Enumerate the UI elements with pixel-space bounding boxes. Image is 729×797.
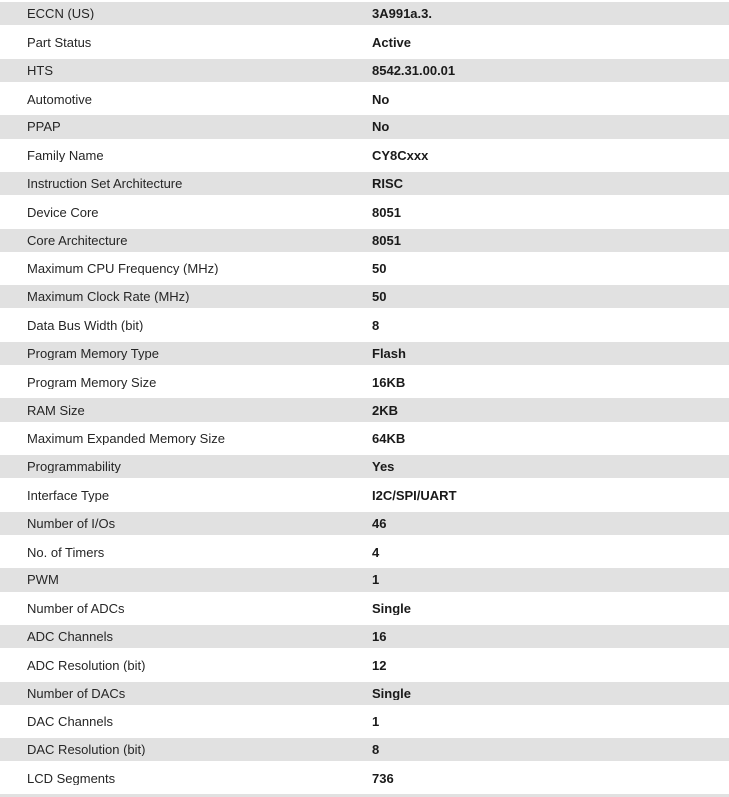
spec-row [0, 764, 729, 792]
spec-row [0, 142, 729, 170]
spec-value: CY8Cxxx [372, 149, 429, 163]
spec-row [0, 368, 729, 396]
spec-value: No [372, 120, 390, 134]
spec-value: 2KB [372, 403, 399, 417]
spec-label: PPAP [27, 120, 61, 134]
spec-label: Number of ADCs [27, 602, 125, 616]
spec-value: 4 [372, 545, 380, 559]
spec-row [0, 0, 729, 28]
spec-value: 16KB [372, 375, 406, 389]
spec-row [0, 595, 729, 623]
spec-row [0, 510, 729, 538]
spec-label: Number of I/Os [27, 516, 116, 530]
spec-label: ECCN (US) [27, 7, 95, 21]
spec-row [0, 623, 729, 651]
spec-label: Part Status [27, 35, 92, 49]
spec-row [0, 680, 729, 708]
spec-label: Data Bus Width (bit) [27, 319, 144, 333]
spec-row [0, 340, 729, 368]
spec-value: No [372, 92, 390, 106]
spec-label: RAM Size [27, 403, 85, 417]
spec-label: Maximum CPU Frequency (MHz) [27, 262, 219, 276]
spec-value: 46 [372, 516, 387, 530]
spec-row [0, 311, 729, 339]
spec-value: 8051 [372, 205, 401, 219]
spec-value: 8 [372, 743, 380, 757]
spec-row [0, 453, 729, 481]
spec-label: Program Memory Size [27, 375, 157, 389]
spec-value: Active [372, 35, 412, 49]
spec-row [0, 736, 729, 764]
spec-value: Single [372, 602, 412, 616]
spec-value: 12 [372, 658, 387, 672]
spec-value: 8051 [372, 233, 401, 247]
spec-label: Number of DACs [27, 686, 126, 700]
spec-value: 64KB [372, 432, 406, 446]
spec-row [0, 425, 729, 453]
spec-value: 50 [372, 290, 387, 304]
spec-label: No. of Timers [27, 545, 105, 559]
spec-value: 8542.31.00.01 [372, 63, 456, 77]
spec-row [0, 651, 729, 679]
spec-label: Program Memory Type [27, 346, 159, 360]
spec-value: 1 [372, 715, 380, 729]
spec-row [0, 28, 729, 56]
spec-row [0, 566, 729, 594]
spec-label: Core Architecture [27, 233, 128, 247]
spec-row [0, 170, 729, 198]
spec-value: 8 [372, 319, 380, 333]
spec-value: 1 [372, 573, 380, 587]
spec-label: DAC Channels [27, 715, 113, 729]
spec-value: RISC [372, 177, 404, 191]
spec-row [0, 198, 729, 226]
spec-row [0, 57, 729, 85]
bottom-partial-row [0, 793, 729, 797]
spec-value: I2C/SPI/UART [372, 488, 457, 502]
spec-value: 50 [372, 262, 387, 276]
spec-row [0, 255, 729, 283]
spec-value: 3A991a.3. [372, 7, 432, 21]
spec-row [0, 481, 729, 509]
spec-row [0, 283, 729, 311]
spec-row [0, 538, 729, 566]
spec-value: 16 [372, 630, 387, 644]
spec-label: ADC Resolution (bit) [27, 658, 146, 672]
spec-value: 736 [372, 772, 394, 786]
spec-label: Maximum Expanded Memory Size [27, 432, 225, 446]
spec-label: HTS [27, 63, 53, 77]
spec-label: Device Core [27, 205, 99, 219]
spec-label: Family Name [27, 149, 104, 163]
spec-row [0, 396, 729, 424]
spec-label: Interface Type [27, 488, 110, 502]
spec-label: ADC Channels [27, 630, 113, 644]
spec-value: Yes [372, 460, 395, 474]
spec-label: Automotive [27, 92, 93, 106]
spec-row [0, 85, 729, 113]
spec-value: Flash [372, 346, 406, 360]
spec-label: Programmability [27, 460, 121, 474]
spec-row [0, 227, 729, 255]
spec-label: Instruction Set Architecture [27, 177, 183, 191]
spec-label: DAC Resolution (bit) [27, 743, 146, 757]
spec-row [0, 113, 729, 141]
spec-label: PWM [27, 573, 59, 587]
spec-row [0, 708, 729, 736]
spec-value: Single [372, 686, 412, 700]
spec-label: LCD Segments [27, 772, 116, 786]
spec-label: Maximum Clock Rate (MHz) [27, 290, 190, 304]
